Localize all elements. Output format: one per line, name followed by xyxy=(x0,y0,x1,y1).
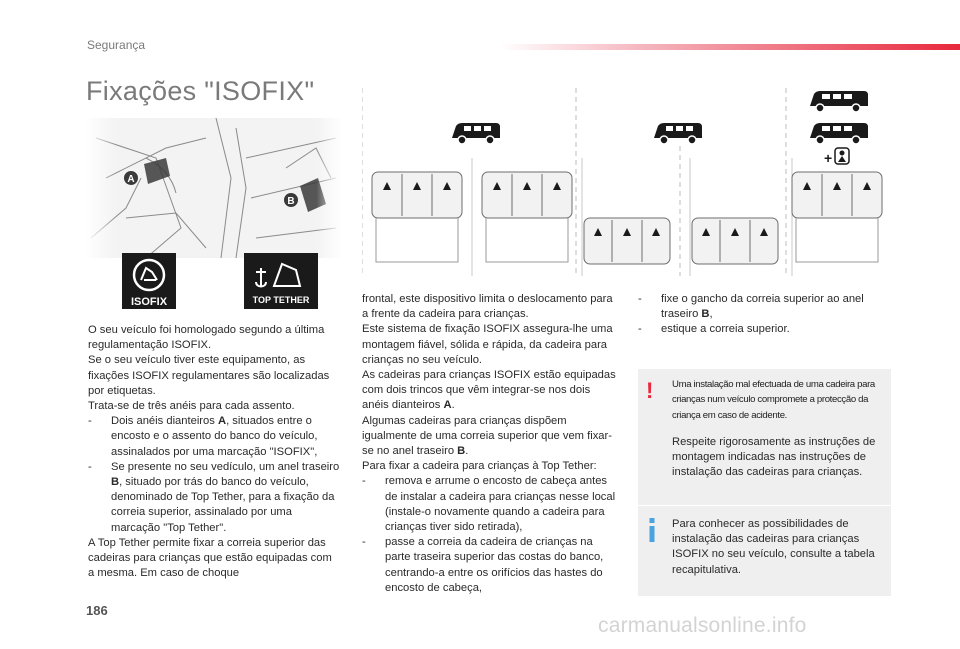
list-item: - passe a correia da cadeira de crianças na parte traseira superior das costas do banco, centrando-a entre os orifícios das hastes do encosto de cabeça, xyxy=(362,536,604,594)
warning-text: Respeite rigorosamente as instruções de montagem indicadas nas instruções de instalação das cadeiras para crianças. xyxy=(672,436,876,479)
list-dash: - xyxy=(362,536,366,549)
column-1-text xyxy=(88,323,340,581)
list-dash: - xyxy=(638,293,642,305)
watermark: carmanualsonline.info xyxy=(598,614,807,637)
list-dash: - xyxy=(88,415,92,428)
svg-text:+: + xyxy=(824,150,833,166)
list-item: - fixe o gancho da correia superior ao anel traseiro B, xyxy=(638,293,864,321)
paragraph: Algumas cadeiras para crianças dispõem igualmente de uma correia superior que vem fixar-se no anel traseiro B. xyxy=(362,414,612,458)
paragraph: frontal, este dispositivo limita o deslocamento para a frente da cadeira para crianças. xyxy=(362,293,613,321)
van-icons xyxy=(452,91,868,144)
info-icon xyxy=(647,518,657,542)
paragraph: Se o seu veículo tiver este equipamento, as fixações ISOFIX regulamentares são localizadas por etiquetas. xyxy=(88,354,330,397)
seating-configurations-diagram xyxy=(362,86,898,278)
list-item: - remova e arrume o encosto de cabeça antes de instalar a cadeira para crianças nesse local (instale-o novamente quando a cadeira para crianças tiver sido retirada), xyxy=(362,475,616,534)
top-tether-badge-label: TOP TETHER xyxy=(252,295,310,305)
paragraph: Trata-se de três anéis para cada assento. xyxy=(88,400,295,413)
isofix-anchorage-illustration xyxy=(86,118,342,314)
list-item: - Se presente no seu vedículo, um anel traseiro B, situado por trás do banco do veículo, denominado de Top Tether, para a fixação da correia superior, assinalado por uma marcação "Top Tether". xyxy=(88,460,340,534)
section-label: Segurança xyxy=(87,38,146,52)
page-title: Fixações "ISOFIX" xyxy=(86,76,315,106)
paragraph: Para fixar a cadeira para crianças à Top Tether: xyxy=(362,460,597,473)
top-tether-badge xyxy=(244,253,318,309)
paragraph: As cadeiras para crianças ISOFIX estão equipadas com dois trincos que vêm integrar-se nos dois anéis dianteiros A. xyxy=(362,369,616,412)
info-text: Para conhecer as possibilidades de instalação das cadeiras para crianças ISOFIX no seu veículo, consulte a tabela recapitulativa. xyxy=(672,518,875,576)
list-item: - Dois anéis dianteiros A, situados entre o encosto e o assento do banco do veículo, assinalados por uma marcação "ISOFIX", xyxy=(88,415,318,458)
list-dash: - xyxy=(362,475,366,488)
isofix-badge-label: ISOFIX xyxy=(130,296,168,308)
paragraph: A Top Tether permite fixar a correia superior das cadeiras para crianças que estão equipadas com a mesma. Em caso de choque xyxy=(88,536,332,580)
paragraph: Este sistema de fixação ISOFIX assegura-lhe uma montagem fiável, sólida e rápida, da cadeira para crianças no seu veículo. xyxy=(362,323,613,366)
column-3-text xyxy=(638,292,890,338)
plus-child-seat-icon xyxy=(824,148,849,166)
list-item: - estique a correia superior. xyxy=(638,322,890,337)
isofix-badge xyxy=(122,253,176,309)
warning-title: Uma instalação mal efectuada de uma cadeira para crianças num veículo compromete a protecção da criança em caso de acidente. xyxy=(672,379,875,421)
page-number: 186 xyxy=(86,603,108,618)
column-2-text xyxy=(362,292,618,596)
list-dash: - xyxy=(638,323,642,336)
warning-icon: ! xyxy=(646,378,654,403)
paragraph: O seu veículo foi homologado segundo a última regulamentação ISOFIX. xyxy=(88,324,325,352)
list-dash: - xyxy=(88,460,92,473)
header-accent-bar xyxy=(500,44,960,50)
